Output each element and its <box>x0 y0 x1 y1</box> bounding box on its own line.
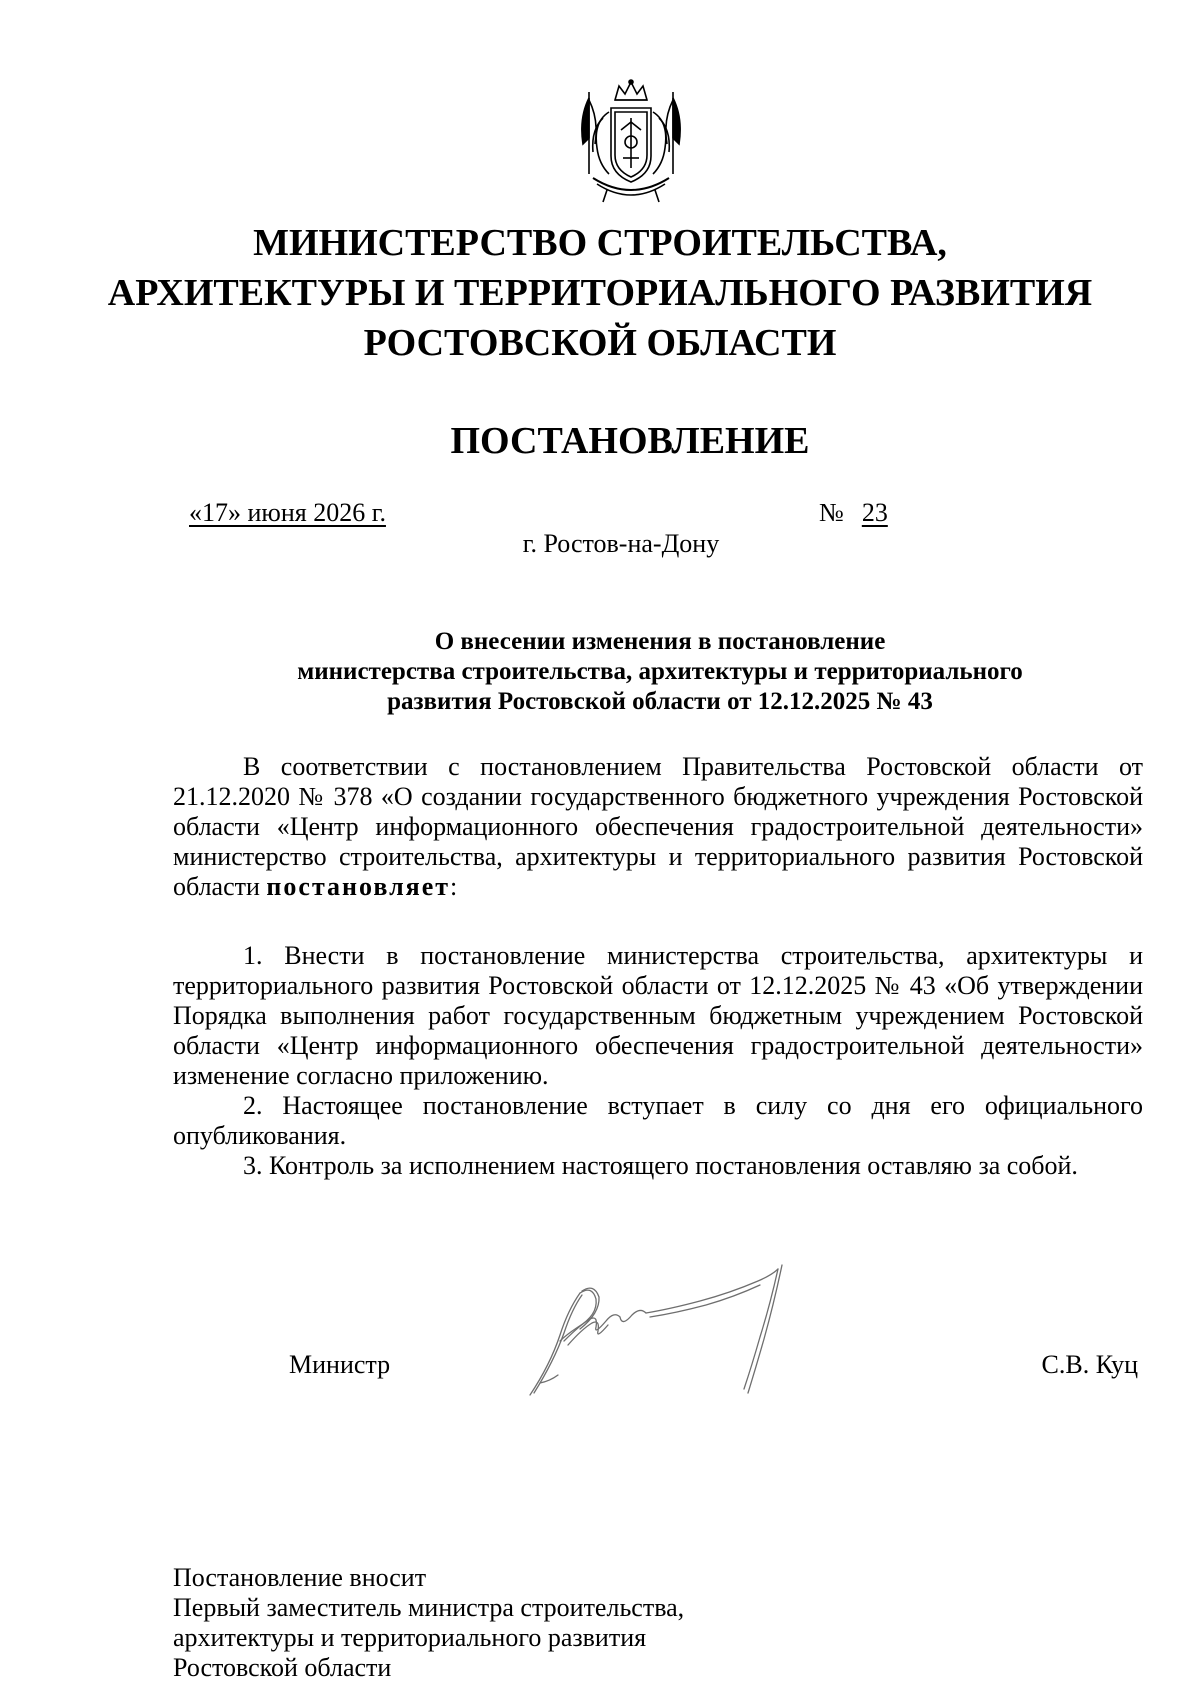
number-value: 23 <box>861 498 888 527</box>
signatory-title: Министр <box>289 1350 391 1379</box>
submitted-by <box>173 1563 684 1683</box>
resolution-item: 3. Контроль за исполнением настоящего постановления оставляю за собой. <box>243 1151 1078 1180</box>
footer-line: Постановление вносит <box>173 1563 427 1592</box>
footer-line: Первый заместитель министра строительства, <box>173 1593 685 1622</box>
ministry-line: АРХИТЕКТУРЫ И ТЕРРИТОРИАЛЬНОГО РАЗВИТИЯ <box>107 272 1093 314</box>
document-type: ПОСТАНОВЛЕНИЕ <box>450 420 810 462</box>
resolution-item: 2. Настоящее постановление вступает в силу со дня его официального опубликования. <box>173 1091 1143 1150</box>
document-subject <box>0 627 1200 717</box>
resolution-items <box>173 941 1143 1181</box>
footer-line: архитектуры и территориального развития <box>173 1623 647 1652</box>
preamble <box>173 752 1143 902</box>
document-number <box>819 498 888 528</box>
preamble-paragraph <box>173 752 1143 902</box>
footer-line: Ростовской области <box>173 1653 392 1682</box>
ministry-line: МИНИСТЕРСТВО СТРОИТЕЛЬСТВА, <box>253 222 947 264</box>
document-date: «17» июня 2026 г. <box>189 498 386 527</box>
coat-of-arms-emblem <box>563 78 699 206</box>
signatory-name: С.В. Куц <box>1041 1350 1138 1379</box>
ministry-line: РОСТОВСКОЙ ОБЛАСТИ <box>363 322 837 364</box>
resolution-item: 1. Внести в постановление министерства строительства, архитектуры и территориального развития Ростовской области от 12.12.2025 № 43 «Об утверждении Порядка выполнения работ государственным бюджетным учреждением Ростовской области «Центр информационного обеспечения градостроительной деятельности» изменение согласно приложению. <box>173 941 1143 1090</box>
subject-line: О внесении изменения в постановление <box>434 628 886 655</box>
handwritten-signature <box>520 1255 850 1405</box>
preamble-text: В соответствии с постановлением Правительства Ростовской области от 21.12.2020 № 378 «О создании государственного бюджетного учреждения Ростовской области «Центр информационного обеспечения градостроительной деятельности» министерство строительства, архитектуры и территориального развития Ростовской области <box>173 752 1143 901</box>
preamble-tail: : <box>450 872 458 901</box>
subject-line: развития Ростовской области от 12.12.2025 № 43 <box>387 688 933 715</box>
resolves-word: постановляет <box>266 872 451 901</box>
document-city: г. Ростов-на-Дону <box>522 529 720 558</box>
number-sign: № <box>819 498 844 527</box>
ministry-name <box>0 218 1200 368</box>
subject-line: министерства строительства, архитектуры и территориального <box>297 658 1023 685</box>
